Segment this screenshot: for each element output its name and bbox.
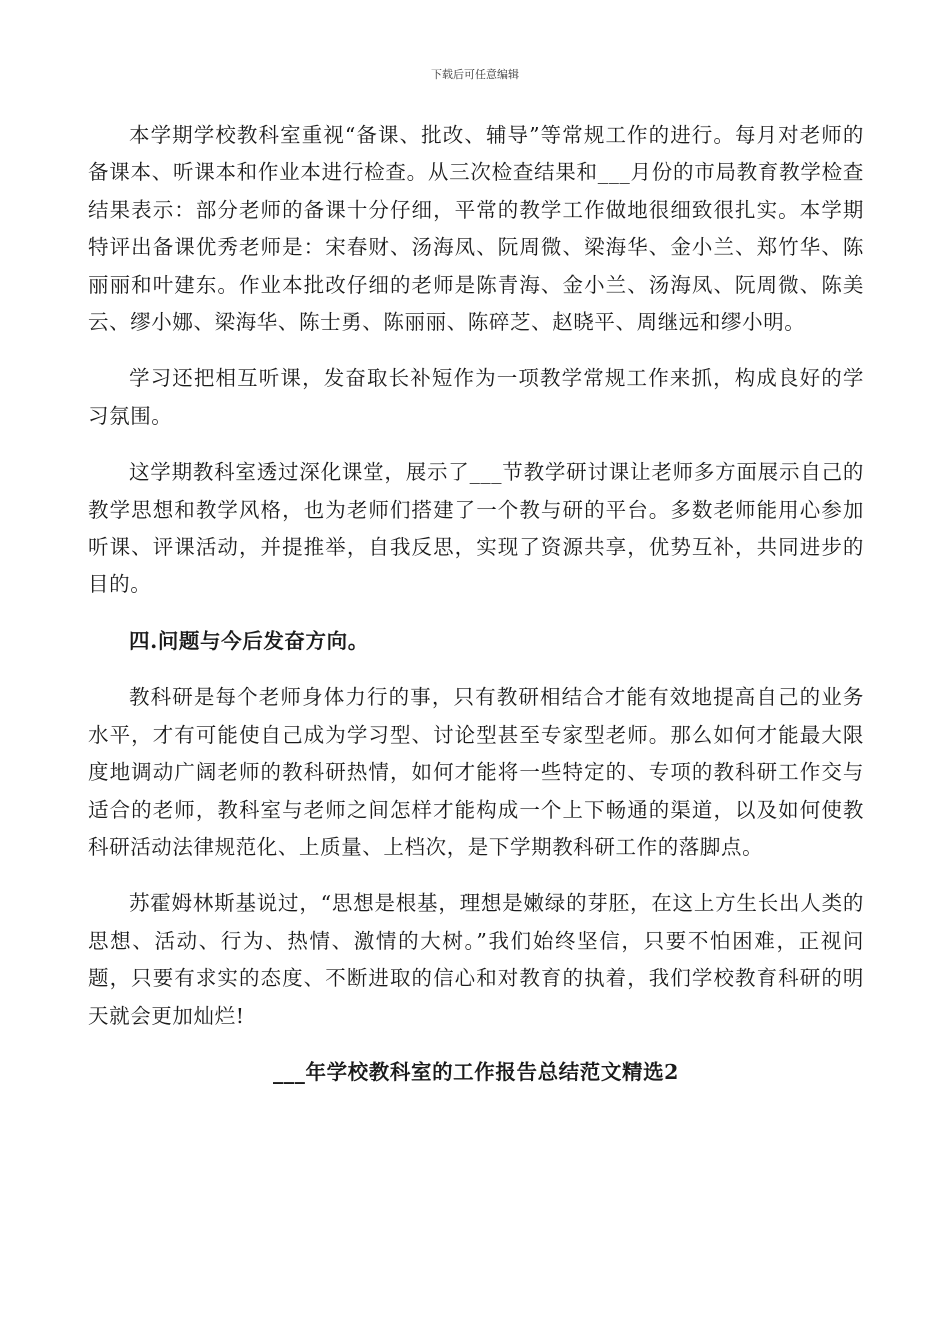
section-heading: 四.问题与今后发奋方向。 bbox=[129, 628, 369, 653]
document-body bbox=[88, 117, 864, 1091]
paragraph-future-direction: 教科研是每个老师身体力行的事，只有教研相结合才能有效地提高自己的业务水平，才有可能使自己成为学习型、讨论型甚至专家型老师。那么如何才能最大限度地调动广阔老师的教科研热情，如何才能将一些特定的、专项的教科研工作交与适合的老师，教科室与老师之间怎样才能构成一个上下畅通的渠道，以及如何使教科研活动法律规范化、上质量、上档次，是下学期教科研工作的落脚点。 bbox=[88, 685, 864, 859]
paragraph-peer-observation: 学习还把相互听课，发奋取长补短作为一项教学常规工作来抓，构成良好的学习氛围。 bbox=[88, 366, 864, 428]
page-header-caption: 下载后可任意编辑 bbox=[431, 68, 519, 81]
paragraph-routine-inspection: 本学期学校教科室重视“备课、批改、辅导”等常规工作的进行。每月对老师的备课本、听课本和作业本进行检查。从三次检查结果和___月份的市局教育教学检查结果表示：部分老师的备课十分仔细，平常的教学工作做地很细致很扎实。本学期特评出备课优秀老师是：宋春财、汤海凤、阮周微、梁海华、金小兰、郑竹华、陈丽丽和叶建东。作业本批改仔细的老师是陈青海、金小兰、汤海凤、阮周微、陈美云、缪小娜、梁海华、陈士勇、陈丽丽、陈碎芝、赵晓平、周继远和缪小明。 bbox=[88, 123, 864, 335]
next-document-title: ___年学校教科室的工作报告总结范文精选2 bbox=[272, 1059, 680, 1084]
paragraph-quote: 苏霍姆林斯基说过，“思想是根基，理想是嫩绿的芽胚，在这上方生长出人类的思想、活动、行为、热情、激情的大树。”我们始终坚信，只要不怕困难，正视问题，只要有求实的态度、不断进取的信心和对教育的执着，我们学校教育科研的明天就会更加灿烂! bbox=[88, 891, 864, 1028]
paragraph-research-lessons: 这学期教科室透过深化课堂，展示了___节教学研讨课让老师多方面展示自己的教学思想和教学风格，也为老师们搭建了一个教与研的平台。多数老师能用心参加听课、评课活动，并提推举，自我反思，实现了资源共享，优势互补，共同进步的目的。 bbox=[88, 460, 864, 597]
